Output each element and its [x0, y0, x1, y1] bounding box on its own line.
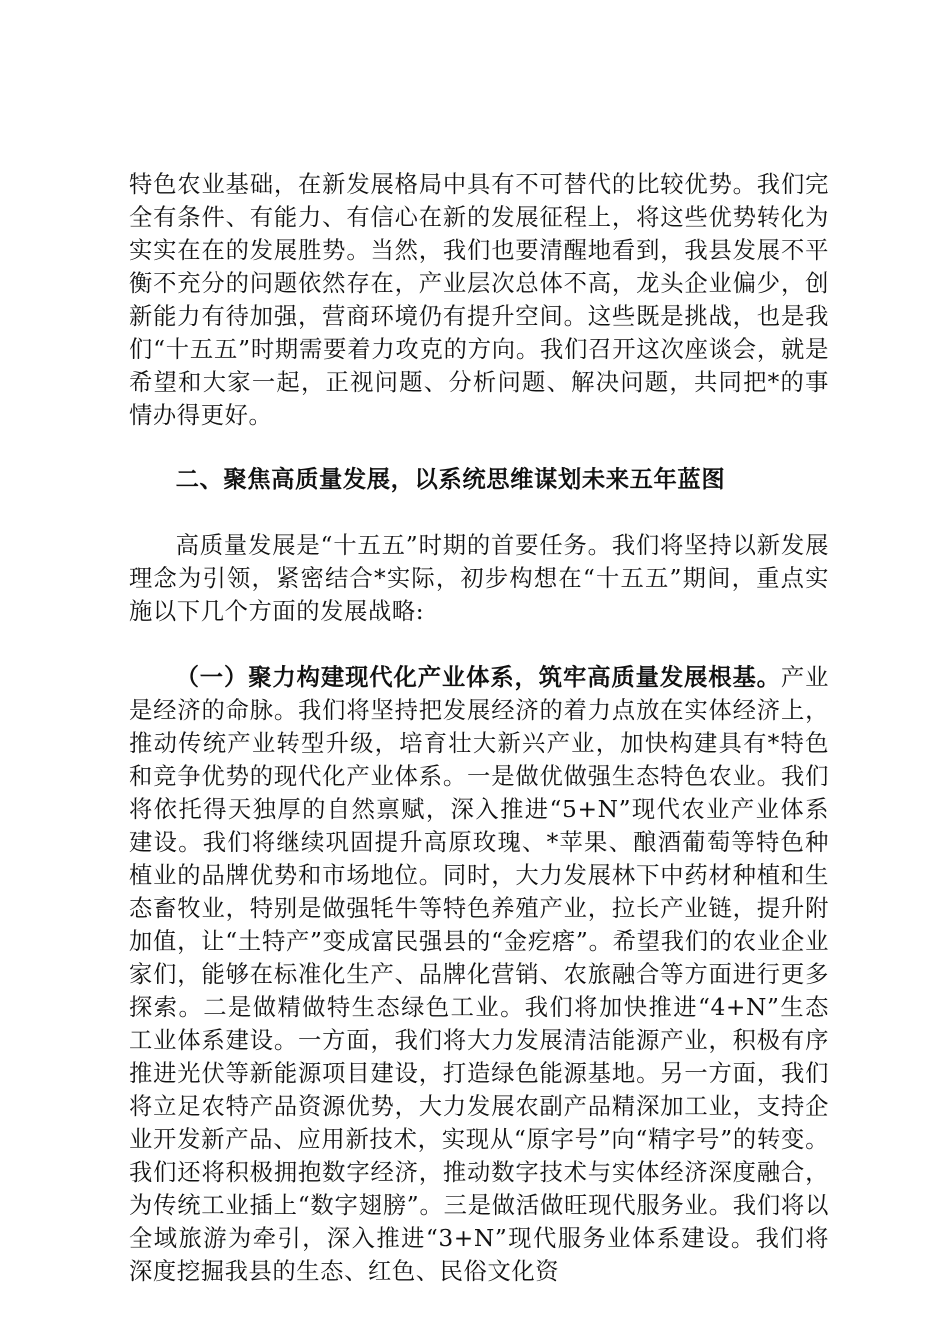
paragraph-continuation: 特色农业基础，在新发展格局中具有不可替代的比较优势。我们完全有条件、有能力、有信心在新的发展征程上，将这些优势转化为实实在在的发展胜势。当然，我们也要清醒地看到，我县发展不平衡不充分的问题依然存在，产业层次总体不高，龙头企业偏少，创新能力有待加强，营商环境仍有提升空间。这些既是挑战，也是我们“十五五”时期需要着力攻克的方向。我们召开这次座谈会，就是希望和大家一起，正视问题、分析问题、解决问题，共同把*的事情办得更好。	[129, 171, 829, 429]
section-heading: 二、聚焦高质量发展，以系统思维谋划未来五年蓝图	[175, 466, 726, 493]
subsection-heading: （一）聚力构建现代化产业体系，筑牢高质量发展根基。	[175, 664, 781, 691]
document-page	[129, 168, 829, 1288]
paragraph-industry-body: 产业是经济的命脉。我们将坚持把发展经济的着力点放在实体经济上，推动传统产业转型升级，培育壮大新兴产业，加快构建具有*特色和竞争优势的现代化产业体系。一是做优做强生态特色农业。我们将依托得天独厚的自然禀赋，深入推进“5+N”现代农业产业体系建设。我们将继续巩固提升高原玫瑰、*苹果、酿酒葡萄等特色种植业的品牌优势和市场地位。同时，大力发展林下中药材种植和生态畜牧业，特别是做强牦牛等特色养殖产业，拉长产业链，提升附加值，让“土特产”变成富民强县的“金疙瘩”。希望我们的农业企业家们，能够在标准化生产、品牌化营销、农旅融合等方面进行更多探索。二是做精做特生态绿色工业。我们将加快推进“4+N”生态工业体系建设。一方面，我们将大力发展清洁能源产业，积极有序推进光伏等新能源项目建设，打造绿色能源基地。另一方面，我们将立足农特产品资源优势，大力发展农副产品精深加工业，支持企业开发新产品、应用新技术，实现从“原字号”向“精字号”的转变。我们还将积极拥抱数字经济，推动数字技术与实体经济深度融合，为传统工业插上“数字翅膀”。三是做活做旺现代服务业。我们将以全域旅游为牵引，深入推进“3+N”现代服务业体系建设。我们将深度挖掘我县的生态、红色、民俗文化资	[129, 664, 829, 1285]
paragraph-industry	[129, 661, 829, 1288]
paragraph-intro: 高质量发展是“十五五”时期的首要任务。我们将坚持以新发展理念为引领，紧密结合*实际，初步构想在“十五五”期间，重点实施以下几个方面的发展战略:	[129, 532, 829, 625]
